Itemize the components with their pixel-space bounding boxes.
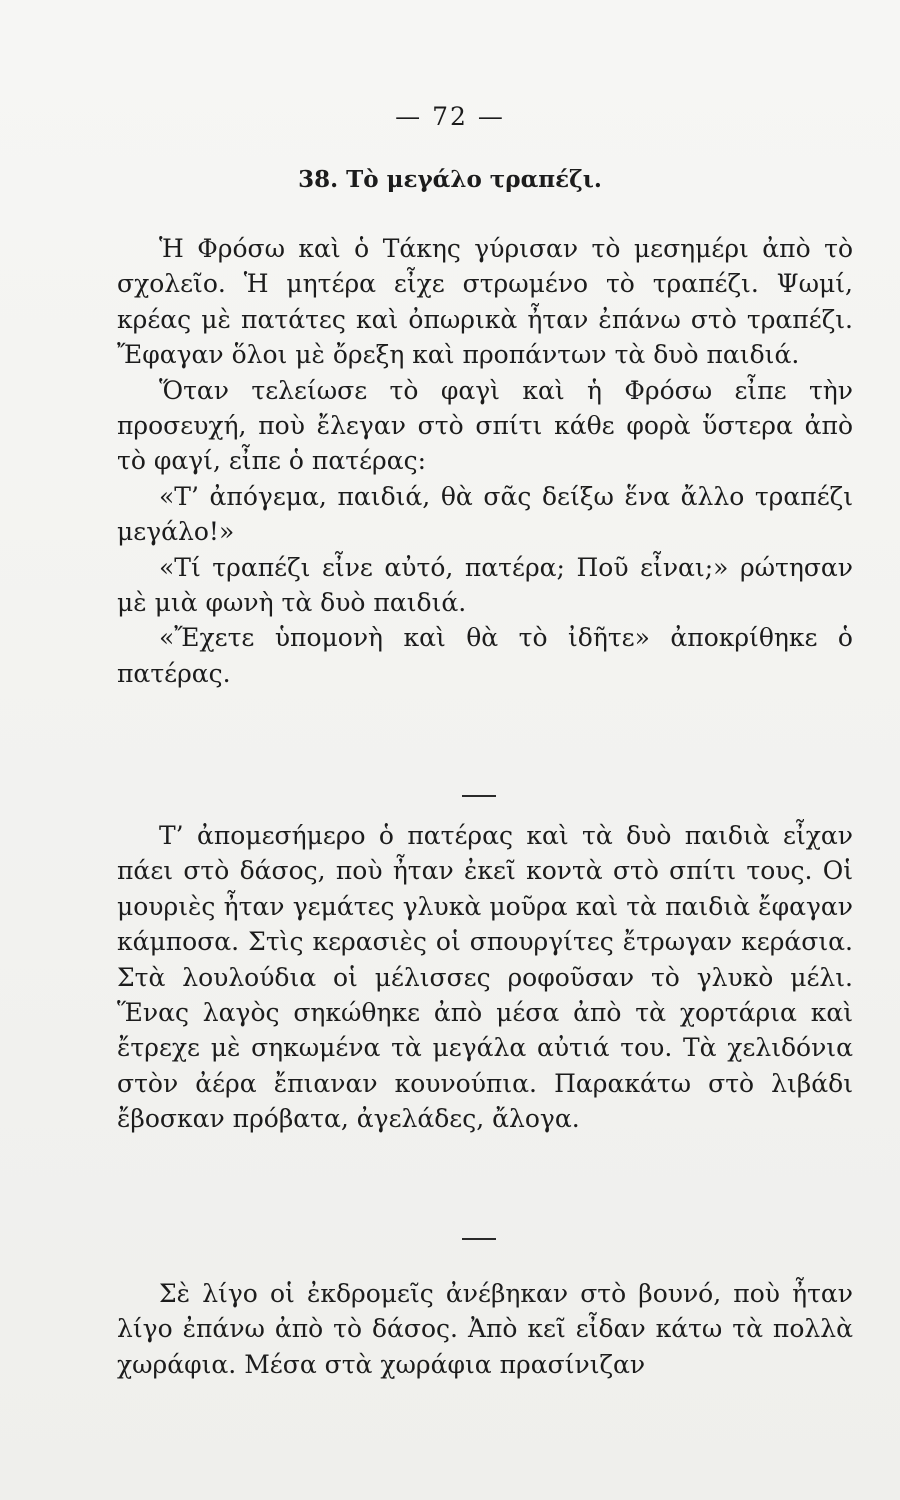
paragraph: «Τ’ ἀπόγεμα, παιδιά, θὰ σᾶς δείξω ἕνα ἄλλο τραπέζι μεγάλο!»	[117, 481, 853, 547]
page-number: — 72 —	[395, 102, 505, 131]
paragraph: Ἡ Φρόσω καὶ ὁ Τάκης γύρισαν τὸ μεσημέρι ἀπὸ τὸ σχολεῖο. Ἡ μητέρα εἶχε στρωμένο τὸ τραπέζι. Ψωμί, κρέας μὲ πατάτες καὶ ὀπωρικὰ ἦταν ἐπάνω στὸ τραπέζι. Ἔφαγαν ὅλοι μὲ ὄρεξη καὶ προπάντων τὰ δυὸ παιδιά.	[117, 234, 853, 370]
paragraph: «Ἔχετε ὑπομονὴ καὶ θὰ τὸ ἰδῆτε» ἀποκρίθηκε ὁ πατέρας.	[117, 623, 853, 688]
paragraph: «Τί τραπέζι εἶνε αὐτό, πατέρα; Ποῦ εἶναι;» ρώτησαν μὲ μιὰ φωνὴ τὰ δυὸ παιδιά.	[117, 552, 853, 618]
paragraph: Ὅταν τελείωσε τὸ φαγὶ καὶ ἡ Φρόσω εἶπε τὴν προσευχή, ποὺ ἔλεγαν στὸ σπίτι κάθε φορὰ ὕστερα ἀπὸ τὸ φαγί, εἶπε ὁ πατέρας:	[117, 375, 853, 476]
section-1	[117, 231, 853, 691]
section-divider	[462, 795, 496, 797]
paragraph: Τ’ ἀπομεσήμερο ὁ πατέρας καὶ τὰ δυὸ παιδιὰ εἶχαν πάει στὸ δάσος, ποὺ ἦταν ἐκεῖ κοντὰ στὸ σπίτι τους. Οἱ μουριὲς ἦταν γεμάτες γλυκὰ μοῦρα καὶ τὰ παιδιὰ ἔφαγαν κάμποσα. Στὶς κερασιὲς οἱ σπουργίτες ἔτρωγαν κεράσια. Στὰ λουλούδια οἱ μέλισσες ροφοῦσαν τὸ γλυκὸ μέλι. Ἕνας λαγὸς σηκώθηκε ἀπὸ μέσα ἀπὸ τὰ χορτάρια καὶ ἔτρεχε μὲ σηκωμένα τὰ μεγάλα αὐτιά του. Τὰ χελιδόνια στὸν ἀέρα ἔπιαναν κουνούπια. Παρακάτω στὸ λιβάδι ἔβοσκαν πρόβατα, ἀγελάδες, ἄλογα.	[117, 821, 853, 1134]
section-2	[117, 818, 853, 1137]
paragraph: Σὲ λίγο οἱ ἐκδρομεῖς ἀνέβηκαν στὸ βουνό, ποὺ ἦταν λίγο ἐπάνω ἀπὸ τὸ δάσος. Ἀπὸ κεῖ εἶδαν κάτω τὰ πολλὰ χωράφια. Μέσα στὰ χωράφια πρασίνιζαν	[117, 1279, 853, 1379]
section-divider	[462, 1238, 496, 1240]
section-3	[117, 1276, 853, 1382]
chapter-title: 38. Τὸ μεγάλο τραπέζι.	[298, 166, 602, 193]
